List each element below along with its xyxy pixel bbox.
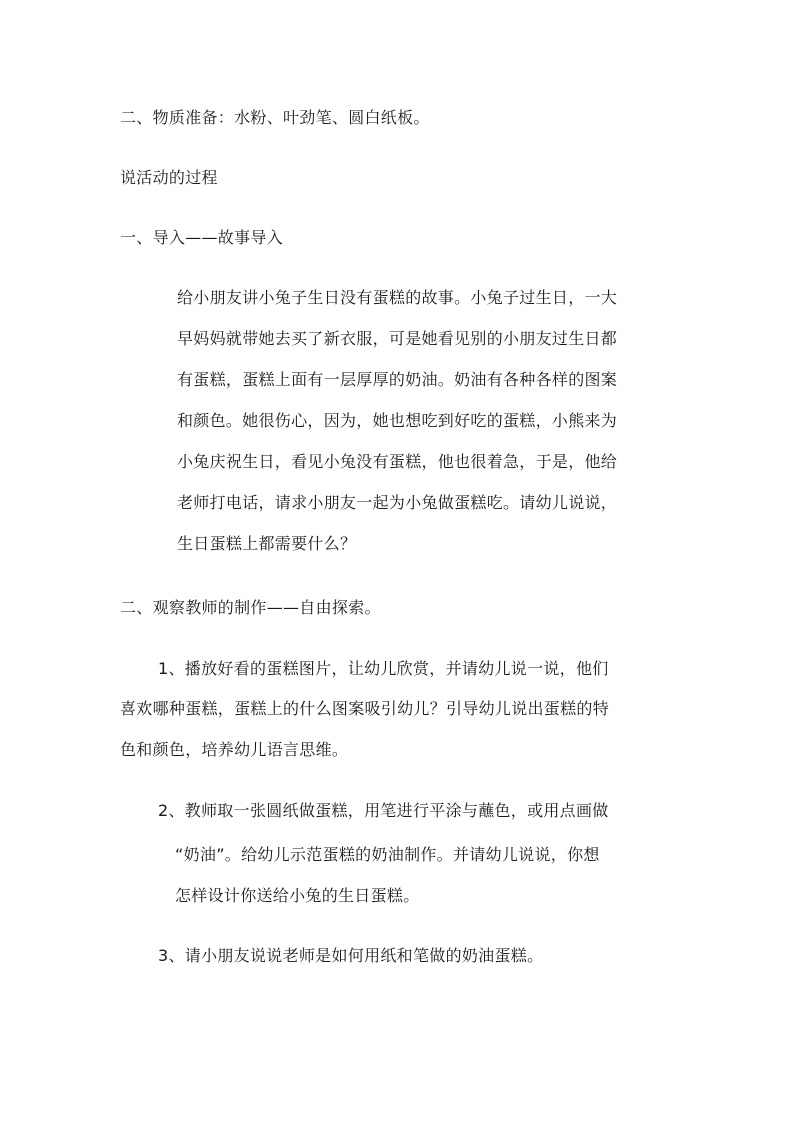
section2-heading: 二、观察教师的制作——自由探索。	[120, 598, 381, 617]
step2-line: 怎样设计你送给小兔的生日蛋糕。	[175, 886, 420, 905]
section1-heading: 一、导入——故事导入	[120, 228, 284, 247]
story-line: 有蛋糕，蛋糕上面有一层厚厚的奶油。奶油有各种各样的图案	[177, 370, 618, 389]
process-title: 说活动的过程	[120, 168, 218, 187]
step2-line: “奶油”。给幼儿示范蛋糕的奶油制作。并请幼儿说说，你想	[175, 845, 600, 864]
step1-line: 1、播放好看的蛋糕图片，让幼儿欣赏，并请幼儿说一说，他们	[158, 659, 609, 678]
step1-line: 喜欢哪种蛋糕，蛋糕上的什么图案吸引幼儿？引导幼儿说出蛋糕的特	[120, 699, 610, 718]
story-line: 和颜色。她很伤心，因为，她也想吃到好吃的蛋糕，小熊来为	[177, 411, 618, 430]
story-line: 小兔庆祝生日，看见小兔没有蛋糕，他也很着急，于是，他给	[177, 452, 618, 471]
story-line: 老师打电话，请求小朋友一起为小兔做蛋糕吃。请幼儿说说，	[177, 493, 618, 512]
story-line: 给小朋友讲小兔子生日没有蛋糕的故事。小兔子过生日，一大	[177, 288, 618, 307]
story-line: 早妈妈就带她去买了新衣服，可是她看见别的小朋友过生日都	[177, 329, 618, 348]
story-line: 生日蛋糕上都需要什么？	[177, 534, 357, 553]
step3-line: 3、请小朋友说说老师是如何用纸和笔做的奶油蛋糕。	[158, 946, 544, 965]
materials-line: 二、物质准备：水粉、叶劲笔、圆白纸板。	[120, 108, 430, 127]
step2-line: 2、教师取一张圆纸做蛋糕，用笔进行平涂与蘸色，或用点画做	[158, 801, 609, 820]
step1-line: 色和颜色，培养幼儿语言思维。	[120, 740, 349, 759]
